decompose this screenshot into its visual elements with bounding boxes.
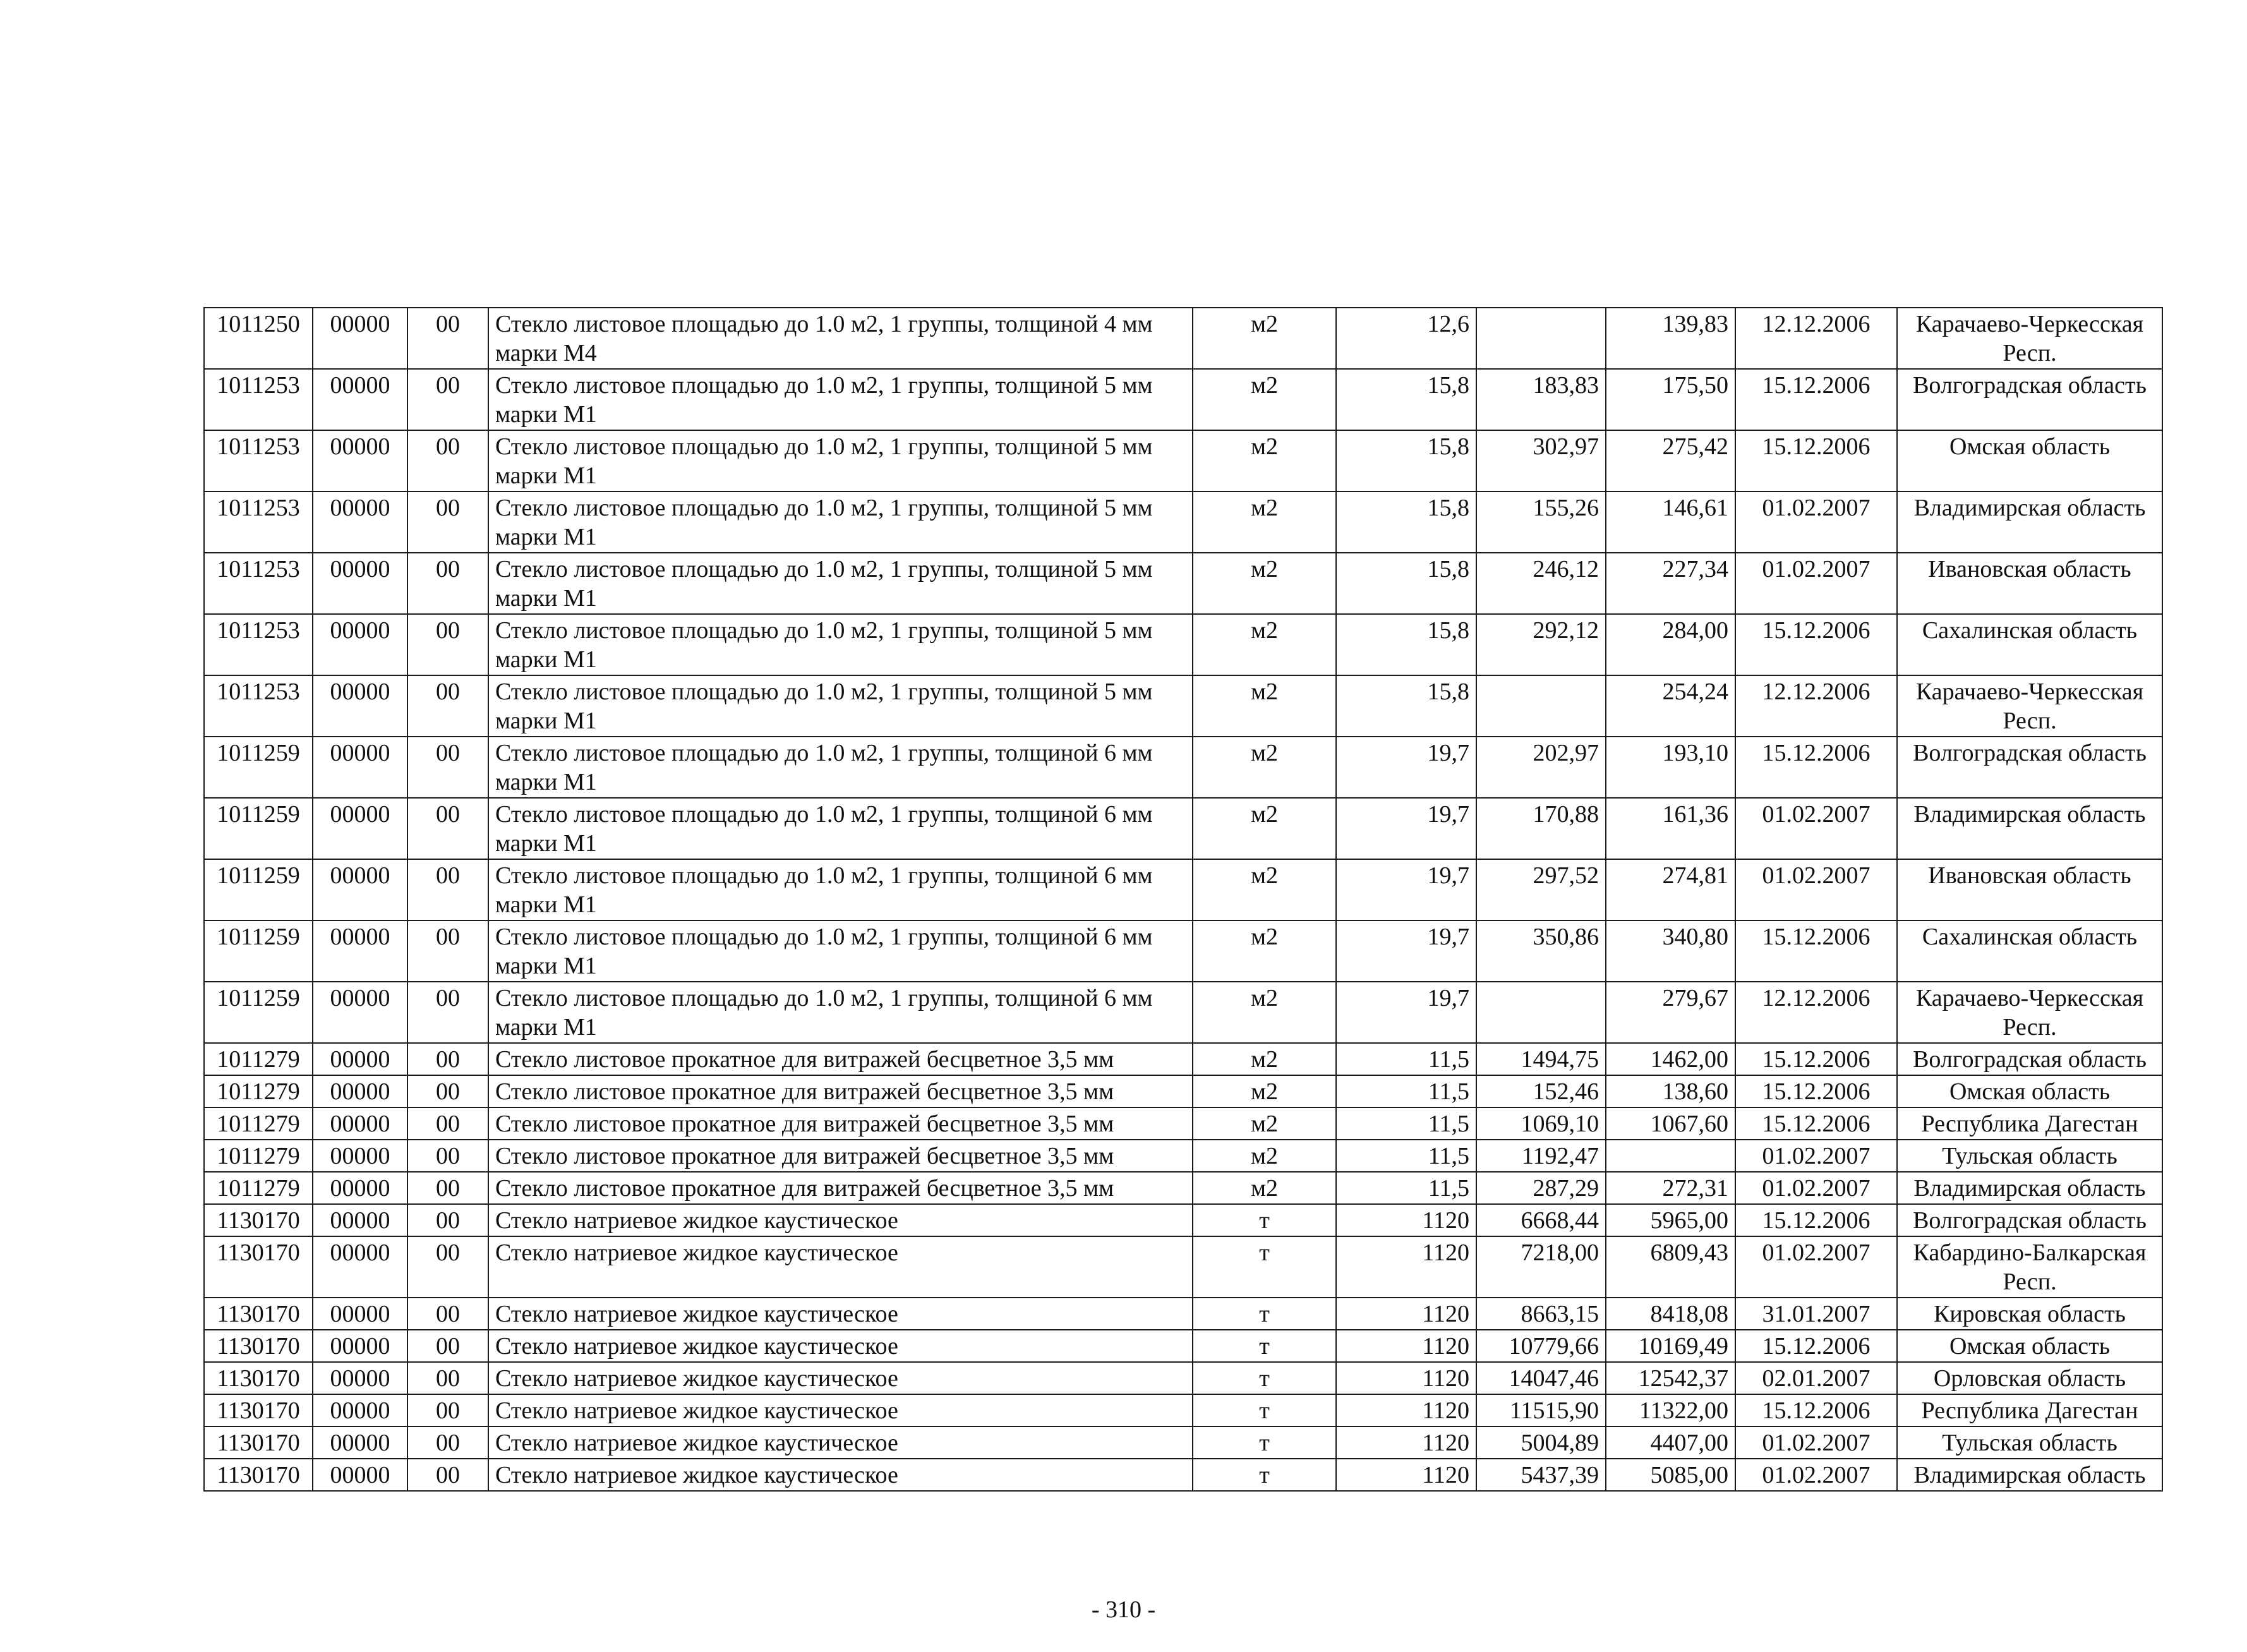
price-without-vat-cell: 139,83 bbox=[1606, 308, 1735, 369]
mass-cell: 11,5 bbox=[1336, 1140, 1476, 1172]
subcode-cell: 00000 bbox=[313, 675, 407, 737]
price-with-vat-cell: 14047,46 bbox=[1476, 1362, 1606, 1394]
region-cell: Владимирская область bbox=[1897, 798, 2162, 859]
unit-cell: м2 bbox=[1193, 737, 1336, 798]
region-cell: Кировская область bbox=[1897, 1298, 2162, 1330]
price-without-vat-cell: 193,10 bbox=[1606, 737, 1735, 798]
date-cell: 15.12.2006 bbox=[1735, 1330, 1897, 1362]
price-without-vat-cell: 1462,00 bbox=[1606, 1043, 1735, 1075]
category-cell: 00 bbox=[407, 1075, 488, 1107]
category-cell: 00 bbox=[407, 859, 488, 920]
price-without-vat-cell: 254,24 bbox=[1606, 675, 1735, 737]
date-cell: 15.12.2006 bbox=[1735, 1204, 1897, 1236]
region-cell: Владимирская область bbox=[1897, 491, 2162, 553]
material-name-cell: Стекло листовое площадью до 1.0 м2, 1 группы, толщиной 6 мм марки М1 bbox=[488, 920, 1193, 982]
table-row bbox=[204, 1298, 2162, 1330]
price-without-vat-cell: 175,50 bbox=[1606, 369, 1735, 430]
unit-cell: м2 bbox=[1193, 1075, 1336, 1107]
price-with-vat-cell: 292,12 bbox=[1476, 614, 1606, 675]
material-name-cell: Стекло листовое прокатное для витражей бесцветное 3,5 мм bbox=[488, 1172, 1193, 1204]
table-row bbox=[204, 1236, 2162, 1298]
date-cell: 15.12.2006 bbox=[1735, 737, 1897, 798]
date-cell: 01.02.2007 bbox=[1735, 1459, 1897, 1491]
resource-code-cell: 1011279 bbox=[204, 1043, 313, 1075]
price-without-vat-cell: 275,42 bbox=[1606, 430, 1735, 491]
table-row bbox=[204, 1459, 2162, 1491]
mass-cell: 15,8 bbox=[1336, 553, 1476, 614]
price-without-vat-cell: 4407,00 bbox=[1606, 1426, 1735, 1459]
mass-cell: 19,7 bbox=[1336, 859, 1476, 920]
mass-cell: 1120 bbox=[1336, 1394, 1476, 1426]
category-cell: 00 bbox=[407, 553, 488, 614]
material-name-cell: Стекло листовое площадью до 1.0 м2, 1 группы, толщиной 6 мм марки М1 bbox=[488, 798, 1193, 859]
subcode-cell: 00000 bbox=[313, 491, 407, 553]
category-cell: 00 bbox=[407, 737, 488, 798]
date-cell: 01.02.2007 bbox=[1735, 553, 1897, 614]
table-row bbox=[204, 553, 2162, 614]
date-cell: 01.02.2007 bbox=[1735, 1172, 1897, 1204]
unit-cell: м2 bbox=[1193, 553, 1336, 614]
subcode-cell: 00000 bbox=[313, 982, 407, 1043]
price-with-vat-cell: 5437,39 bbox=[1476, 1459, 1606, 1491]
category-cell: 00 bbox=[407, 1236, 488, 1298]
subcode-cell: 00000 bbox=[313, 920, 407, 982]
material-name-cell: Стекло листовое площадью до 1.0 м2, 1 группы, толщиной 5 мм марки М1 bbox=[488, 553, 1193, 614]
date-cell: 01.02.2007 bbox=[1735, 491, 1897, 553]
table-row bbox=[204, 859, 2162, 920]
mass-cell: 1120 bbox=[1336, 1459, 1476, 1491]
subcode-cell: 00000 bbox=[313, 1426, 407, 1459]
date-cell: 15.12.2006 bbox=[1735, 369, 1897, 430]
material-name-cell: Стекло листовое прокатное для витражей бесцветное 3,5 мм bbox=[488, 1140, 1193, 1172]
date-cell: 15.12.2006 bbox=[1735, 614, 1897, 675]
mass-cell: 12,6 bbox=[1336, 308, 1476, 369]
region-cell: Карачаево-Черкесская Респ. bbox=[1897, 675, 2162, 737]
region-cell: Волгоградская область bbox=[1897, 369, 2162, 430]
date-cell: 12.12.2006 bbox=[1735, 982, 1897, 1043]
material-name-cell: Стекло натриевое жидкое каустическое bbox=[488, 1236, 1193, 1298]
region-cell: Ивановская область bbox=[1897, 553, 2162, 614]
unit-cell: м2 bbox=[1193, 859, 1336, 920]
resource-code-cell: 1011259 bbox=[204, 798, 313, 859]
mass-cell: 19,7 bbox=[1336, 798, 1476, 859]
date-cell: 31.01.2007 bbox=[1735, 1298, 1897, 1330]
subcode-cell: 00000 bbox=[313, 1362, 407, 1394]
region-cell: Республика Дагестан bbox=[1897, 1107, 2162, 1140]
price-with-vat-cell: 155,26 bbox=[1476, 491, 1606, 553]
unit-cell: т bbox=[1193, 1330, 1336, 1362]
region-cell: Владимирская область bbox=[1897, 1459, 2162, 1491]
mass-cell: 1120 bbox=[1336, 1330, 1476, 1362]
price-with-vat-cell bbox=[1476, 982, 1606, 1043]
table-row bbox=[204, 1172, 2162, 1204]
price-without-vat-cell: 6809,43 bbox=[1606, 1236, 1735, 1298]
unit-cell: т bbox=[1193, 1362, 1336, 1394]
resource-code-cell: 1011259 bbox=[204, 859, 313, 920]
price-with-vat-cell: 1494,75 bbox=[1476, 1043, 1606, 1075]
price-with-vat-cell: 11515,90 bbox=[1476, 1394, 1606, 1426]
price-with-vat-cell bbox=[1476, 308, 1606, 369]
subcode-cell: 00000 bbox=[313, 737, 407, 798]
subcode-cell: 00000 bbox=[313, 369, 407, 430]
price-without-vat-cell: 146,61 bbox=[1606, 491, 1735, 553]
unit-cell: м2 bbox=[1193, 614, 1336, 675]
resource-code-cell: 1011253 bbox=[204, 553, 313, 614]
resource-code-cell: 1130170 bbox=[204, 1459, 313, 1491]
unit-cell: м2 bbox=[1193, 920, 1336, 982]
resource-code-cell: 1011253 bbox=[204, 430, 313, 491]
date-cell: 15.12.2006 bbox=[1735, 430, 1897, 491]
date-cell: 12.12.2006 bbox=[1735, 308, 1897, 369]
table-row bbox=[204, 737, 2162, 798]
date-cell: 12.12.2006 bbox=[1735, 675, 1897, 737]
category-cell: 00 bbox=[407, 430, 488, 491]
region-cell: Владимирская область bbox=[1897, 1172, 2162, 1204]
price-with-vat-cell: 350,86 bbox=[1476, 920, 1606, 982]
price-without-vat-cell: 11322,00 bbox=[1606, 1394, 1735, 1426]
subcode-cell: 00000 bbox=[313, 1107, 407, 1140]
resource-code-cell: 1011253 bbox=[204, 675, 313, 737]
region-cell: Волгоградская область bbox=[1897, 1204, 2162, 1236]
category-cell: 00 bbox=[407, 1330, 488, 1362]
category-cell: 00 bbox=[407, 614, 488, 675]
material-name-cell: Стекло листовое площадью до 1.0 м2, 1 группы, толщиной 6 мм марки М1 bbox=[488, 859, 1193, 920]
mass-cell: 19,7 bbox=[1336, 737, 1476, 798]
price-with-vat-cell: 170,88 bbox=[1476, 798, 1606, 859]
material-name-cell: Стекло натриевое жидкое каустическое bbox=[488, 1459, 1193, 1491]
category-cell: 00 bbox=[407, 1107, 488, 1140]
table-row bbox=[204, 308, 2162, 369]
category-cell: 00 bbox=[407, 798, 488, 859]
unit-cell: м2 bbox=[1193, 1043, 1336, 1075]
material-name-cell: Стекло листовое площадью до 1.0 м2, 1 группы, толщиной 5 мм марки М1 bbox=[488, 675, 1193, 737]
resource-code-cell: 1011279 bbox=[204, 1075, 313, 1107]
category-cell: 00 bbox=[407, 1298, 488, 1330]
unit-cell: т bbox=[1193, 1459, 1336, 1491]
subcode-cell: 00000 bbox=[313, 1459, 407, 1491]
material-name-cell: Стекло листовое площадью до 1.0 м2, 1 группы, толщиной 5 мм марки М1 bbox=[488, 369, 1193, 430]
material-name-cell: Стекло листовое площадью до 1.0 м2, 1 группы, толщиной 6 мм марки М1 bbox=[488, 737, 1193, 798]
mass-cell: 1120 bbox=[1336, 1204, 1476, 1236]
resource-code-cell: 1011250 bbox=[204, 308, 313, 369]
price-with-vat-cell bbox=[1476, 675, 1606, 737]
subcode-cell: 00000 bbox=[313, 1330, 407, 1362]
material-name-cell: Стекло натриевое жидкое каустическое bbox=[488, 1330, 1193, 1362]
date-cell: 15.12.2006 bbox=[1735, 1075, 1897, 1107]
table-row bbox=[204, 675, 2162, 737]
category-cell: 00 bbox=[407, 369, 488, 430]
region-cell: Омская область bbox=[1897, 1330, 2162, 1362]
region-cell: Волгоградская область bbox=[1897, 737, 2162, 798]
table-row bbox=[204, 430, 2162, 491]
mass-cell: 15,8 bbox=[1336, 675, 1476, 737]
region-cell: Омская область bbox=[1897, 1075, 2162, 1107]
price-with-vat-cell: 202,97 bbox=[1476, 737, 1606, 798]
date-cell: 01.02.2007 bbox=[1735, 1140, 1897, 1172]
date-cell: 01.02.2007 bbox=[1735, 798, 1897, 859]
resource-code-cell: 1130170 bbox=[204, 1426, 313, 1459]
unit-cell: т bbox=[1193, 1204, 1336, 1236]
unit-cell: м2 bbox=[1193, 430, 1336, 491]
category-cell: 00 bbox=[407, 920, 488, 982]
subcode-cell: 00000 bbox=[313, 1298, 407, 1330]
mass-cell: 19,7 bbox=[1336, 920, 1476, 982]
category-cell: 00 bbox=[407, 1394, 488, 1426]
price-without-vat-cell: 279,67 bbox=[1606, 982, 1735, 1043]
region-cell: Омская область bbox=[1897, 430, 2162, 491]
price-with-vat-cell: 183,83 bbox=[1476, 369, 1606, 430]
resource-code-cell: 1011253 bbox=[204, 491, 313, 553]
unit-cell: м2 bbox=[1193, 798, 1336, 859]
resource-code-cell: 1011259 bbox=[204, 920, 313, 982]
price-without-vat-cell: 5085,00 bbox=[1606, 1459, 1735, 1491]
category-cell: 00 bbox=[407, 1204, 488, 1236]
date-cell: 01.02.2007 bbox=[1735, 1426, 1897, 1459]
mass-cell: 15,8 bbox=[1336, 369, 1476, 430]
unit-cell: м2 bbox=[1193, 1140, 1336, 1172]
price-table bbox=[203, 307, 2163, 1492]
material-name-cell: Стекло натриевое жидкое каустическое bbox=[488, 1204, 1193, 1236]
table-row bbox=[204, 1043, 2162, 1075]
price-without-vat-cell: 12542,37 bbox=[1606, 1362, 1735, 1394]
material-name-cell: Стекло листовое площадью до 1.0 м2, 1 группы, толщиной 5 мм марки М1 bbox=[488, 491, 1193, 553]
mass-cell: 15,8 bbox=[1336, 491, 1476, 553]
price-without-vat-cell: 227,34 bbox=[1606, 553, 1735, 614]
price-without-vat-cell: 340,80 bbox=[1606, 920, 1735, 982]
price-without-vat-cell bbox=[1606, 1140, 1735, 1172]
unit-cell: м2 bbox=[1193, 369, 1336, 430]
table-row bbox=[204, 1426, 2162, 1459]
table-row bbox=[204, 1075, 2162, 1107]
unit-cell: м2 bbox=[1193, 1107, 1336, 1140]
category-cell: 00 bbox=[407, 675, 488, 737]
table-row bbox=[204, 1394, 2162, 1426]
mass-cell: 15,8 bbox=[1336, 614, 1476, 675]
material-name-cell: Стекло листовое прокатное для витражей бесцветное 3,5 мм bbox=[488, 1043, 1193, 1075]
subcode-cell: 00000 bbox=[313, 308, 407, 369]
mass-cell: 1120 bbox=[1336, 1236, 1476, 1298]
table-row bbox=[204, 798, 2162, 859]
material-name-cell: Стекло листовое площадью до 1.0 м2, 1 группы, толщиной 4 мм марки М4 bbox=[488, 308, 1193, 369]
resource-code-cell: 1130170 bbox=[204, 1298, 313, 1330]
subcode-cell: 00000 bbox=[313, 553, 407, 614]
price-without-vat-cell: 161,36 bbox=[1606, 798, 1735, 859]
region-cell: Сахалинская область bbox=[1897, 920, 2162, 982]
region-cell: Ивановская область bbox=[1897, 859, 2162, 920]
page-number: - 310 - bbox=[1091, 1596, 1156, 1623]
unit-cell: м2 bbox=[1193, 675, 1336, 737]
resource-code-cell: 1011279 bbox=[204, 1140, 313, 1172]
price-without-vat-cell: 1067,60 bbox=[1606, 1107, 1735, 1140]
category-cell: 00 bbox=[407, 308, 488, 369]
resource-code-cell: 1130170 bbox=[204, 1394, 313, 1426]
mass-cell: 11,5 bbox=[1336, 1172, 1476, 1204]
resource-code-cell: 1011279 bbox=[204, 1172, 313, 1204]
region-cell: Карачаево-Черкесская Респ. bbox=[1897, 982, 2162, 1043]
date-cell: 01.02.2007 bbox=[1735, 1236, 1897, 1298]
price-with-vat-cell: 1069,10 bbox=[1476, 1107, 1606, 1140]
date-cell: 15.12.2006 bbox=[1735, 1043, 1897, 1075]
date-cell: 15.12.2006 bbox=[1735, 920, 1897, 982]
price-without-vat-cell: 10169,49 bbox=[1606, 1330, 1735, 1362]
mass-cell: 11,5 bbox=[1336, 1075, 1476, 1107]
material-name-cell: Стекло листовое площадью до 1.0 м2, 1 группы, толщиной 6 мм марки М1 bbox=[488, 982, 1193, 1043]
price-without-vat-cell: 8418,08 bbox=[1606, 1298, 1735, 1330]
table-body bbox=[204, 308, 2162, 1491]
price-with-vat-cell: 302,97 bbox=[1476, 430, 1606, 491]
table-row bbox=[204, 920, 2162, 982]
region-cell: Кабардино-Балкарская Респ. bbox=[1897, 1236, 2162, 1298]
category-cell: 00 bbox=[407, 1459, 488, 1491]
subcode-cell: 00000 bbox=[313, 1140, 407, 1172]
price-with-vat-cell: 1192,47 bbox=[1476, 1140, 1606, 1172]
mass-cell: 1120 bbox=[1336, 1362, 1476, 1394]
category-cell: 00 bbox=[407, 1362, 488, 1394]
material-name-cell: Стекло листовое прокатное для витражей бесцветное 3,5 мм bbox=[488, 1107, 1193, 1140]
unit-cell: м2 bbox=[1193, 982, 1336, 1043]
price-with-vat-cell: 152,46 bbox=[1476, 1075, 1606, 1107]
category-cell: 00 bbox=[407, 1043, 488, 1075]
category-cell: 00 bbox=[407, 982, 488, 1043]
date-cell: 15.12.2006 bbox=[1735, 1107, 1897, 1140]
material-name-cell: Стекло листовое площадью до 1.0 м2, 1 группы, толщиной 5 мм марки М1 bbox=[488, 614, 1193, 675]
material-name-cell: Стекло листовое площадью до 1.0 м2, 1 группы, толщиной 5 мм марки М1 bbox=[488, 430, 1193, 491]
resource-code-cell: 1130170 bbox=[204, 1204, 313, 1236]
price-with-vat-cell: 6668,44 bbox=[1476, 1204, 1606, 1236]
table-row bbox=[204, 1140, 2162, 1172]
price-with-vat-cell: 10779,66 bbox=[1476, 1330, 1606, 1362]
price-with-vat-cell: 287,29 bbox=[1476, 1172, 1606, 1204]
subcode-cell: 00000 bbox=[313, 430, 407, 491]
price-without-vat-cell: 5965,00 bbox=[1606, 1204, 1735, 1236]
table-row bbox=[204, 982, 2162, 1043]
price-without-vat-cell: 284,00 bbox=[1606, 614, 1735, 675]
resource-code-cell: 1130170 bbox=[204, 1330, 313, 1362]
mass-cell: 11,5 bbox=[1336, 1107, 1476, 1140]
table-row bbox=[204, 369, 2162, 430]
region-cell: Орловская область bbox=[1897, 1362, 2162, 1394]
subcode-cell: 00000 bbox=[313, 1172, 407, 1204]
mass-cell: 11,5 bbox=[1336, 1043, 1476, 1075]
subcode-cell: 00000 bbox=[313, 798, 407, 859]
price-with-vat-cell: 8663,15 bbox=[1476, 1298, 1606, 1330]
date-cell: 15.12.2006 bbox=[1735, 1394, 1897, 1426]
material-name-cell: Стекло натриевое жидкое каустическое bbox=[488, 1362, 1193, 1394]
mass-cell: 15,8 bbox=[1336, 430, 1476, 491]
material-name-cell: Стекло листовое прокатное для витражей бесцветное 3,5 мм bbox=[488, 1075, 1193, 1107]
table-row bbox=[204, 491, 2162, 553]
material-name-cell: Стекло натриевое жидкое каустическое bbox=[488, 1298, 1193, 1330]
resource-code-cell: 1130170 bbox=[204, 1362, 313, 1394]
region-cell: Сахалинская область bbox=[1897, 614, 2162, 675]
region-cell: Тульская область bbox=[1897, 1140, 2162, 1172]
resource-code-cell: 1011253 bbox=[204, 614, 313, 675]
subcode-cell: 00000 bbox=[313, 1394, 407, 1426]
price-with-vat-cell: 297,52 bbox=[1476, 859, 1606, 920]
price-with-vat-cell: 7218,00 bbox=[1476, 1236, 1606, 1298]
category-cell: 00 bbox=[407, 491, 488, 553]
date-cell: 02.01.2007 bbox=[1735, 1362, 1897, 1394]
material-name-cell: Стекло натриевое жидкое каустическое bbox=[488, 1426, 1193, 1459]
price-with-vat-cell: 246,12 bbox=[1476, 553, 1606, 614]
subcode-cell: 00000 bbox=[313, 1204, 407, 1236]
subcode-cell: 00000 bbox=[313, 614, 407, 675]
price-with-vat-cell: 5004,89 bbox=[1476, 1426, 1606, 1459]
region-cell: Карачаево-Черкесская Респ. bbox=[1897, 308, 2162, 369]
unit-cell: т bbox=[1193, 1426, 1336, 1459]
price-without-vat-cell: 274,81 bbox=[1606, 859, 1735, 920]
price-without-vat-cell: 272,31 bbox=[1606, 1172, 1735, 1204]
table-row bbox=[204, 1107, 2162, 1140]
material-name-cell: Стекло натриевое жидкое каустическое bbox=[488, 1394, 1193, 1426]
resource-code-cell: 1011253 bbox=[204, 369, 313, 430]
subcode-cell: 00000 bbox=[313, 1236, 407, 1298]
subcode-cell: 00000 bbox=[313, 859, 407, 920]
table-row bbox=[204, 1330, 2162, 1362]
subcode-cell: 00000 bbox=[313, 1075, 407, 1107]
resource-code-cell: 1011259 bbox=[204, 982, 313, 1043]
region-cell: Республика Дагестан bbox=[1897, 1394, 2162, 1426]
resource-code-cell: 1011259 bbox=[204, 737, 313, 798]
category-cell: 00 bbox=[407, 1426, 488, 1459]
unit-cell: м2 bbox=[1193, 491, 1336, 553]
table-row bbox=[204, 1204, 2162, 1236]
unit-cell: т bbox=[1193, 1394, 1336, 1426]
table-row bbox=[204, 1362, 2162, 1394]
region-cell: Тульская область bbox=[1897, 1426, 2162, 1459]
category-cell: 00 bbox=[407, 1140, 488, 1172]
mass-cell: 1120 bbox=[1336, 1298, 1476, 1330]
unit-cell: т bbox=[1193, 1236, 1336, 1298]
table-row bbox=[204, 614, 2162, 675]
price-without-vat-cell: 138,60 bbox=[1606, 1075, 1735, 1107]
date-cell: 01.02.2007 bbox=[1735, 859, 1897, 920]
category-cell: 00 bbox=[407, 1172, 488, 1204]
mass-cell: 1120 bbox=[1336, 1426, 1476, 1459]
region-cell: Волгоградская область bbox=[1897, 1043, 2162, 1075]
subcode-cell: 00000 bbox=[313, 1043, 407, 1075]
unit-cell: м2 bbox=[1193, 1172, 1336, 1204]
mass-cell: 19,7 bbox=[1336, 982, 1476, 1043]
resource-code-cell: 1011279 bbox=[204, 1107, 313, 1140]
unit-cell: м2 bbox=[1193, 308, 1336, 369]
unit-cell: т bbox=[1193, 1298, 1336, 1330]
resource-code-cell: 1130170 bbox=[204, 1236, 313, 1298]
